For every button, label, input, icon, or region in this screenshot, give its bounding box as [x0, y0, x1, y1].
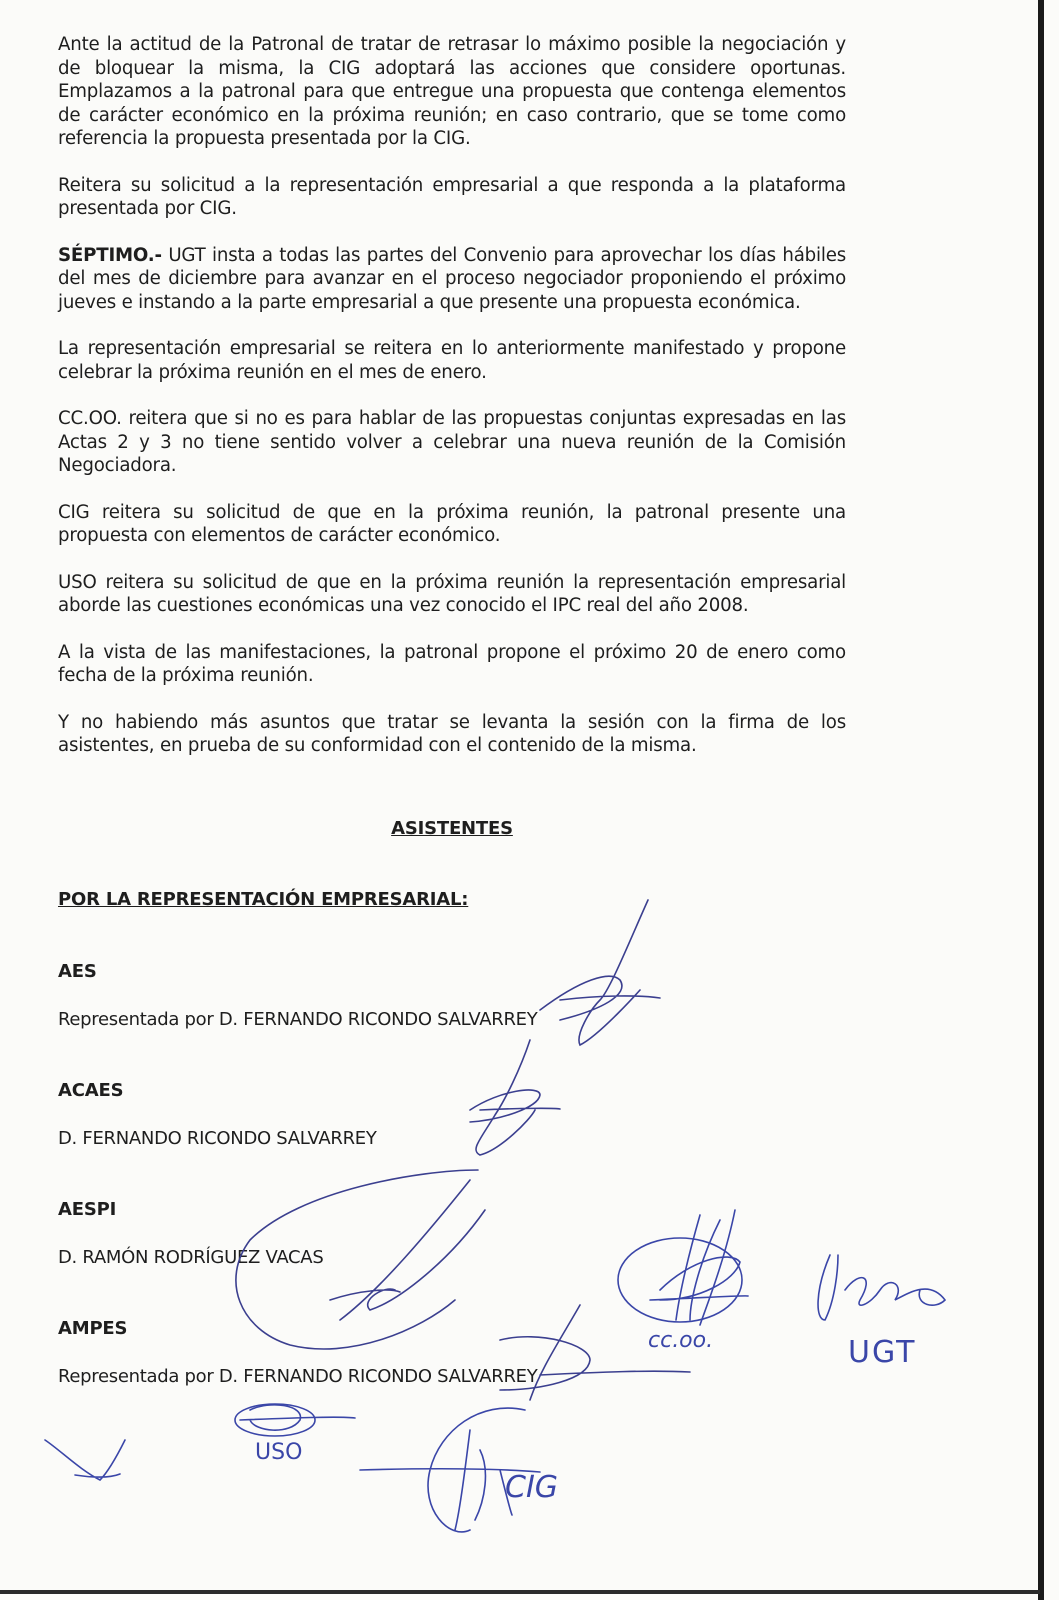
paragraph-5: CC.OO. reitera que si no es para hablar de las propuestas conjuntas expresadas en las Actas 2 y 3 no tiene sentido volver a celebrar una nueva reunión de la Comisión Negociadora.	[58, 408, 846, 476]
org-name-aespi: AESPI	[58, 1199, 117, 1220]
signature-acaes	[470, 1040, 560, 1155]
signature-uso	[240, 1405, 355, 1430]
signature-flourish	[45, 1440, 125, 1480]
minutes-body	[58, 33, 846, 781]
paragraph-septimo: SÉPTIMO.- UGT insta a todas las partes del Convenio para aprovechar los días hábiles del mes de diciembre para avanzar en el proceso negociador proponiendo el próximo jueves e instando a la parte empresarial a que presente una propuesta económica.	[58, 244, 846, 313]
org-name-ampes: AMPES	[58, 1318, 128, 1339]
signature-uso-loop	[235, 1404, 315, 1436]
handwritten-label-cig: CIG	[505, 1470, 559, 1505]
org-name-acaes: ACAES	[58, 1080, 124, 1101]
signature-ccoo	[650, 1210, 748, 1325]
page-bottom-border	[0, 1590, 1040, 1594]
section-title: POR LA REPRESENTACIÓN EMPRESARIAL:	[58, 889, 469, 910]
handwritten-label-ugt: UGT	[848, 1335, 917, 1370]
signature-ugt	[818, 1255, 945, 1320]
paragraph-4: La representación empresarial se reitera en lo anteriormente manifestado y propone celebrar la próxima reunión en el mes de enero.	[58, 338, 846, 383]
signature-ccoo-loop	[618, 1238, 742, 1322]
clause-number: SÉPTIMO.-	[58, 244, 162, 266]
org-rep-aespi: D. RAMÓN RODRÍGUEZ VACAS	[58, 1247, 324, 1268]
org-rep-aes: Representada por D. FERNANDO RICONDO SALVARREY	[58, 1009, 538, 1030]
org-name-aes: AES	[58, 961, 97, 982]
page-right-border	[1038, 0, 1044, 1600]
paragraph-1: Ante la actitud de la Patronal de tratar de retrasar lo máximo posible la negociación y de bloquear la misma, la CIG adoptará las acciones que considere oportunas. Emplazamos a la patronal para que entregue una propuesta que contenga elementos de carácter económico en la próxima reunión; en caso contrario, que se tome como referencia la propuesta presentada por la CIG.	[58, 34, 846, 149]
paragraph-2: Reitera su solicitud a la representación empresarial a que responda a la plataforma presentada por CIG.	[58, 174, 846, 219]
handwritten-label-ccoo: cc.oo.	[648, 1328, 714, 1353]
paragraph-9: Y no habiendo más asuntos que tratar se levanta la sesión con la firma de los asistentes, en prueba de su conformidad con el contenido de la misma.	[58, 711, 846, 756]
org-rep-acaes: D. FERNANDO RICONDO SALVARREY	[58, 1128, 377, 1149]
signature-aes	[540, 900, 660, 1045]
org-rep-ampes: Representada por D. FERNANDO RICONDO SALVARREY	[58, 1366, 538, 1387]
attendees-heading: ASISTENTES	[391, 818, 513, 839]
paragraph-7: USO reitera su solicitud de que en la próxima reunión la representación empresarial aborde las cuestiones económicas una vez conocido el IPC real del año 2008.	[58, 571, 846, 616]
paragraph-8: A la vista de las manifestaciones, la patronal propone el próximo 20 de enero como fecha de la próxima reunión.	[58, 641, 846, 686]
paragraph-6: CIG reitera su solicitud de que en la próxima reunión, la patronal presente una propuesta con elementos de carácter económico.	[58, 501, 846, 546]
handwritten-label-uso: USO	[255, 1440, 303, 1465]
